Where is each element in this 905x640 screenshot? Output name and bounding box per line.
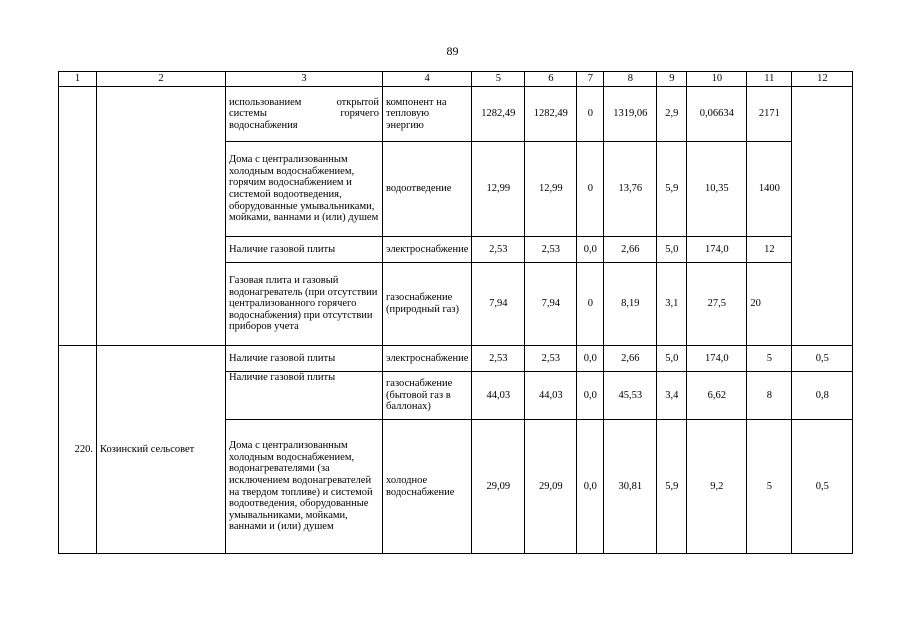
header-col-10: 10	[687, 72, 747, 87]
value-cell-9: 5,9	[657, 142, 687, 237]
description-cell: использованием открытой системы горячего водоснабжения	[226, 87, 383, 142]
value-cell-9: 5,0	[657, 237, 687, 263]
value-cell-11: 1400	[747, 142, 792, 237]
value-cell-7: 0	[577, 263, 604, 346]
header-col-9: 9	[657, 72, 687, 87]
value-cell-6: 2,53	[525, 346, 577, 372]
value-cell-7: 0,0	[577, 346, 604, 372]
value-cell-8: 2,66	[604, 346, 657, 372]
value-cell-5: 7,94	[472, 263, 525, 346]
header-col-8: 8	[604, 72, 657, 87]
value-cell-6: 29,09	[525, 420, 577, 554]
service-cell: холодное водоснабжение	[383, 420, 472, 554]
value-cell-5: 2,53	[472, 346, 525, 372]
value-cell-12: 0,5	[792, 420, 853, 554]
value-cell-6: 1282,49	[525, 87, 577, 142]
value-cell-10: 9,2	[687, 420, 747, 554]
tariff-table	[58, 71, 853, 554]
service-cell: электроснабжение	[383, 346, 472, 372]
header-col-6: 6	[525, 72, 577, 87]
value-cell-11: 2171	[747, 87, 792, 142]
header-col-1: 1	[59, 72, 97, 87]
value-cell-11: 20	[747, 263, 792, 346]
value-cell-9: 5,9	[657, 420, 687, 554]
description-cell: Дома с централизованным холодным водоснабжением, водонагревателями (за исключением водонагревателей на твердом топливе) и системой водоотведения, оборудованные умывальниками, мойками, ваннами и (или) душем	[226, 420, 383, 554]
value-cell-8: 30,81	[604, 420, 657, 554]
value-cell-5: 44,03	[472, 372, 525, 420]
value-cell-10: 27,5	[687, 263, 747, 346]
value-cell-10: 174,0	[687, 237, 747, 263]
value-cell-9: 2,9	[657, 87, 687, 142]
value-cell-12-empty	[792, 87, 853, 346]
header-col-11: 11	[747, 72, 792, 87]
value-cell-9: 3,4	[657, 372, 687, 420]
value-cell-10: 6,62	[687, 372, 747, 420]
header-col-2: 2	[97, 72, 226, 87]
description-cell: Наличие газовой плиты	[226, 372, 383, 420]
value-cell-8: 13,76	[604, 142, 657, 237]
header-col-3: 3	[226, 72, 383, 87]
value-cell-11: 8	[747, 372, 792, 420]
table-row	[59, 346, 853, 372]
value-cell-5: 12,99	[472, 142, 525, 237]
value-cell-11: 12	[747, 237, 792, 263]
value-cell-7: 0,0	[577, 420, 604, 554]
value-cell-11: 5	[747, 346, 792, 372]
entry-number: 220.	[59, 346, 97, 554]
service-cell: электроснабжение	[383, 237, 472, 263]
header-col-12: 12	[792, 72, 853, 87]
header-col-7: 7	[577, 72, 604, 87]
value-cell-5: 2,53	[472, 237, 525, 263]
service-cell: водоотведение	[383, 142, 472, 237]
value-cell-9: 3,1	[657, 263, 687, 346]
header-col-4: 4	[383, 72, 472, 87]
value-cell-7: 0,0	[577, 372, 604, 420]
value-cell-5: 1282,49	[472, 87, 525, 142]
value-cell-10: 0,06634	[687, 87, 747, 142]
table-row	[59, 87, 853, 142]
continued-name-cell	[97, 87, 226, 346]
description-cell: Наличие газовой плиты	[226, 346, 383, 372]
value-cell-8: 2,66	[604, 237, 657, 263]
value-cell-6: 44,03	[525, 372, 577, 420]
value-cell-12: 0,5	[792, 346, 853, 372]
header-col-5: 5	[472, 72, 525, 87]
value-cell-7: 0	[577, 87, 604, 142]
value-cell-6: 2,53	[525, 237, 577, 263]
value-cell-5: 29,09	[472, 420, 525, 554]
page-number: 89	[446, 44, 459, 58]
value-cell-8: 45,53	[604, 372, 657, 420]
service-cell: компонент на тепловую энергию	[383, 87, 472, 142]
description-cell: Дома с централизованным холодным водоснабжением, горячим водоснабжением и системой водоотведения, оборудованные умывальниками, мойками, ваннами и (или) душем	[226, 142, 383, 237]
settlement-name: Козинский сельсовет	[97, 346, 226, 554]
continued-number-cell	[59, 87, 97, 346]
value-cell-8: 1319,06	[604, 87, 657, 142]
description-cell: Наличие газовой плиты	[226, 237, 383, 263]
value-cell-8: 8,19	[604, 263, 657, 346]
description-cell: Газовая плита и газовый водонагреватель (при отсутствии централизованного горячего водоснабжения) при отсутствии приборов учета	[226, 263, 383, 346]
service-cell: газоснабжение (бытовой газ в баллонах)	[383, 372, 472, 420]
value-cell-10: 10,35	[687, 142, 747, 237]
value-cell-11: 5	[747, 420, 792, 554]
value-cell-7: 0	[577, 142, 604, 237]
value-cell-9: 5,0	[657, 346, 687, 372]
value-cell-10: 174,0	[687, 346, 747, 372]
service-cell: газоснабжение (природный газ)	[383, 263, 472, 346]
value-cell-12: 0,8	[792, 372, 853, 420]
value-cell-6: 7,94	[525, 263, 577, 346]
value-cell-7: 0,0	[577, 237, 604, 263]
value-cell-6: 12,99	[525, 142, 577, 237]
column-number-header-row	[59, 72, 853, 87]
